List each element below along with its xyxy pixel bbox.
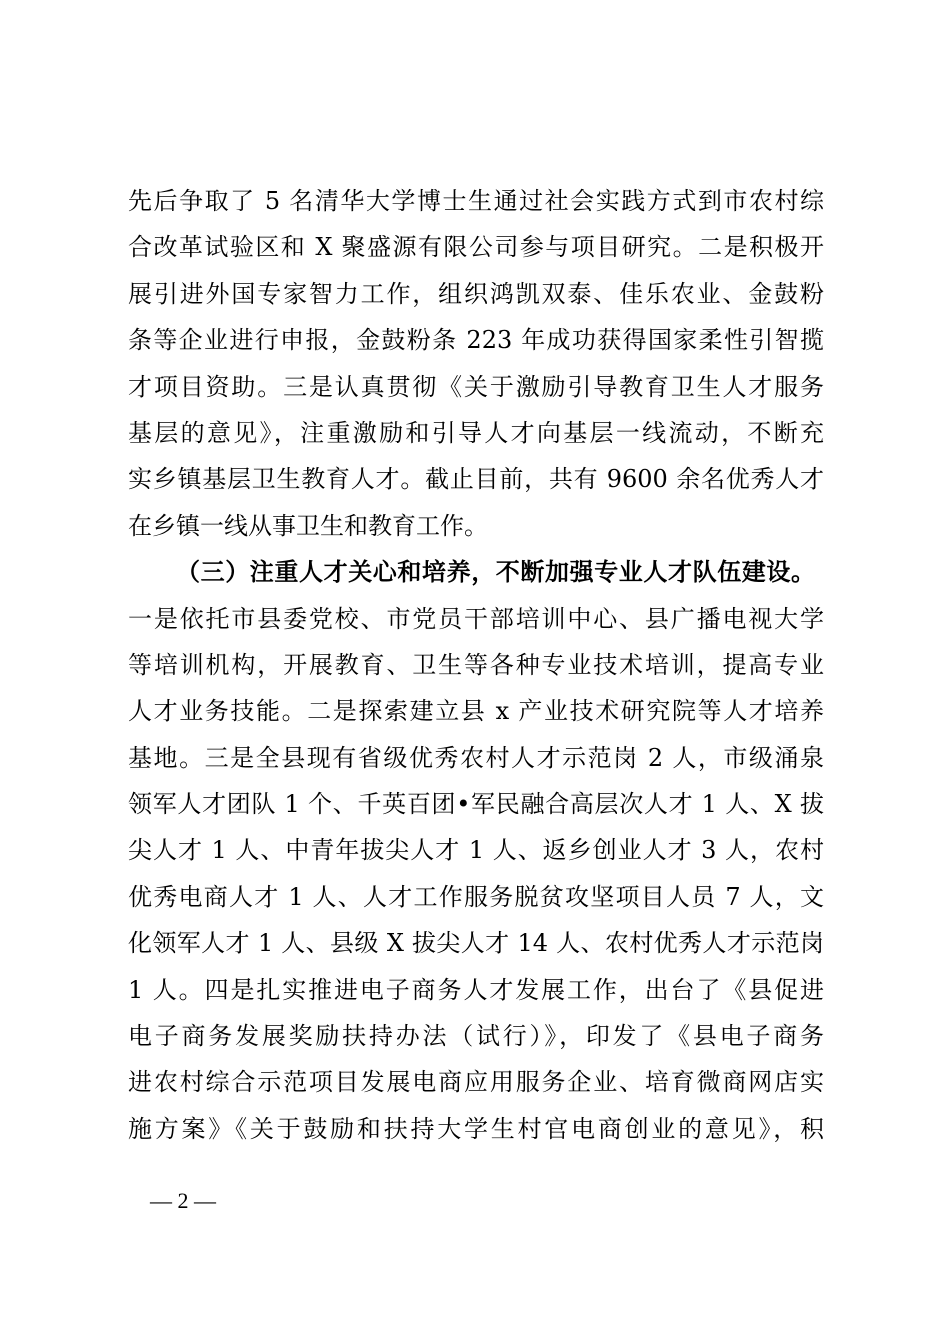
body-text (128, 178, 824, 1152)
text-line: 条等企业进行申报，金鼓粉条 223 年成功获得国家柔性引智揽 (128, 326, 824, 355)
text-line: 1 人。四是扎实推进电子商务人才发展工作，出台了《县促进 (128, 975, 824, 1004)
section-heading: （三）注重人才关心和培养，不断加强专业人才队伍建设。 (176, 557, 816, 587)
text-line: 化领军人才 1 人、县级 X 拔尖人才 14 人、农村优秀人才示范岗 (128, 929, 824, 958)
text-line: 施方案》《关于鼓励和扶持大学生村官电商创业的意见》，积 (128, 1114, 824, 1143)
text-line: 一是依托市县委党校、市党员干部培训中心、县广播电视大学 (128, 604, 824, 633)
page-number: — 2 — (150, 1188, 216, 1213)
text-line: 先后争取了 5 名清华大学博士生通过社会实践方式到市农村综 (128, 187, 824, 215)
text-line: 基地。三是全县现有省级优秀农村人才示范岗 2 人，市级涌泉 (128, 743, 824, 772)
text-line: 优秀电商人才 1 人、人才工作服务脱贫攻坚项目人员 7 人，文 (128, 882, 824, 911)
text-line: 等培训机构，开展教育、卫生等各种专业技术培训，提高专业 (128, 650, 824, 679)
paragraph-2 (128, 549, 824, 1152)
text-line: 合改革试验区和 X 聚盛源有限公司参与项目研究。二是积极开 (128, 233, 824, 262)
paragraph-1 (128, 178, 824, 549)
text-line: 电子商务发展奖励扶持办法（试行）》，印发了《县电子商务 (128, 1022, 824, 1051)
text-line: 尖人才 1 人、中青年拔尖人才 1 人、返乡创业人才 3 人，农村 (128, 836, 824, 865)
text-line: 进农村综合示范项目发展电商应用服务企业、培育微商网店实 (128, 1068, 824, 1097)
text-line: 人才业务技能。二是探索建立县 x 产业技术研究院等人才培养 (128, 697, 824, 726)
text-line: 展引进外国专家智力工作，组织鸿凯双泰、佳乐农业、金鼓粉 (128, 279, 824, 308)
text-line: 实乡镇基层卫生教育人才。截止目前，共有 9600 余名优秀人才 (128, 465, 824, 494)
text-line: 在乡镇一线从事卫生和教育工作。 (128, 511, 488, 540)
text-line: 才项目资助。三是认真贯彻《关于激励引导教育卫生人才服务 (128, 372, 824, 401)
text-line: 基层的意见》，注重激励和引导人才向基层一线流动，不断充 (128, 418, 824, 447)
text-line: 领军人才团队 1 个、千英百团•军民融合高层次人才 1 人、X 拔 (128, 790, 824, 819)
